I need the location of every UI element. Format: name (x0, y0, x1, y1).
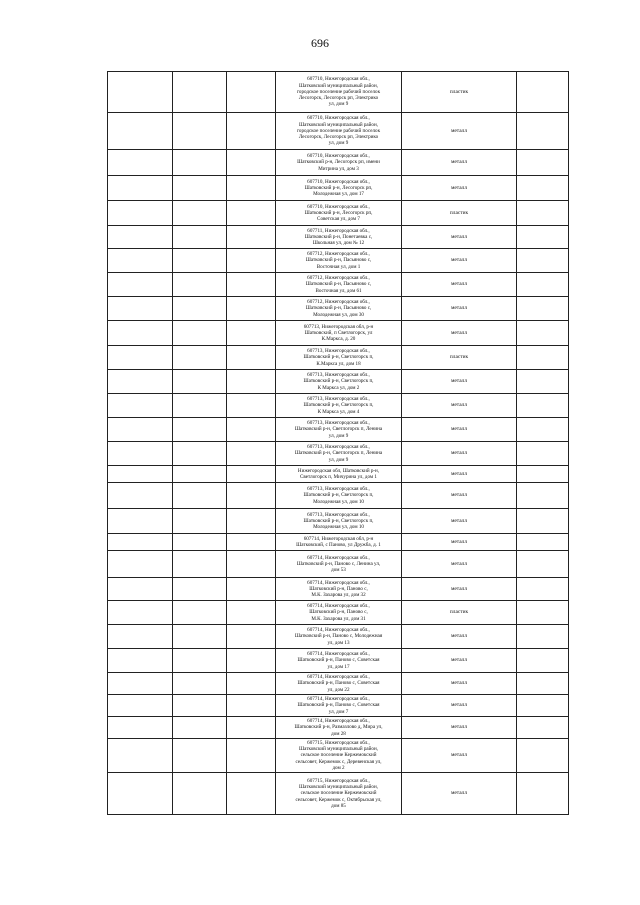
address-line: Шатковский р-н, Пасьяново с, (305, 281, 372, 288)
address-line: Лесогорск, Лесогорск рп, Электрико (298, 134, 379, 141)
empty-cell (227, 551, 276, 578)
address-line: 607714, Нижегородская обл., (307, 674, 370, 681)
address-line: городское поселение рабочий поселок (296, 88, 381, 95)
address-line: К.Маркса ул, дом 18 (316, 360, 361, 367)
material-cell: металл (402, 394, 517, 418)
address-line: дом 85 (331, 802, 346, 809)
empty-cell (108, 739, 173, 773)
empty-cell (227, 176, 276, 201)
empty-cell (227, 226, 276, 249)
table-row (108, 201, 569, 226)
material-cell: металл (402, 509, 517, 534)
table-row (108, 739, 569, 773)
material-cell: металл (402, 625, 517, 649)
material-cell: металл (402, 649, 517, 673)
empty-cell (108, 509, 173, 534)
address-line: ул, дом 22 (327, 686, 350, 693)
empty-cell (108, 226, 173, 249)
address-line: Советская ул, дом 7 (317, 216, 360, 223)
address-line: Шатковский р-н, Пасьяново с, (305, 305, 372, 312)
empty-cell (173, 150, 227, 176)
empty-cell (227, 673, 276, 695)
address-cell (276, 201, 402, 226)
empty-cell (227, 649, 276, 673)
address-cell (276, 370, 402, 394)
address-line: ул, дом 9 (328, 432, 349, 439)
address-line: 607710, Нижегородская обл., (307, 115, 370, 122)
empty-cell (517, 625, 569, 649)
table-row (108, 226, 569, 249)
table-row (108, 370, 569, 394)
empty-cell (173, 466, 227, 483)
material-cell: металл (402, 150, 517, 176)
table-row (108, 717, 569, 739)
address-cell (276, 249, 402, 273)
address-cell (276, 226, 402, 249)
material-cell: металл (402, 695, 517, 717)
material-cell: металл (402, 273, 517, 297)
address-line: Молодежная ул, дом 10 (313, 524, 364, 531)
empty-cell (108, 249, 173, 273)
empty-cell (173, 509, 227, 534)
table-row (108, 649, 569, 673)
empty-cell (227, 394, 276, 418)
empty-cell (108, 418, 173, 442)
empty-cell (108, 150, 173, 176)
material-cell: металл (402, 113, 517, 150)
table-row (108, 72, 569, 113)
empty-cell (108, 578, 173, 601)
address-line: ул, дом 13 (327, 639, 350, 646)
address-line: ул, дом 9 (328, 101, 349, 108)
empty-cell (108, 717, 173, 739)
table-row (108, 150, 569, 176)
empty-cell (173, 578, 227, 601)
empty-cell (227, 625, 276, 649)
material-cell: пластик (402, 201, 517, 226)
address-cell (276, 483, 402, 509)
address-line: Шатковский р-н, Лесогорск рп, (304, 184, 373, 191)
material-cell: металл (402, 578, 517, 601)
empty-cell (227, 534, 276, 551)
empty-cell (173, 176, 227, 201)
table-row (108, 695, 569, 717)
empty-cell (173, 346, 227, 370)
material-cell: металл (402, 773, 517, 815)
table-row (108, 509, 569, 534)
address-cell (276, 150, 402, 176)
address-line: дом 53 (331, 567, 346, 574)
empty-cell (108, 673, 173, 695)
empty-cell (517, 601, 569, 625)
address-line: 607713, Нижегородская обл., (307, 511, 370, 518)
empty-cell (227, 113, 276, 150)
page-number: 696 (311, 36, 329, 50)
empty-cell (517, 551, 569, 578)
address-cell (276, 297, 402, 321)
material-cell: металл (402, 739, 517, 773)
table-row (108, 534, 569, 551)
empty-cell (108, 176, 173, 201)
address-cell (276, 466, 402, 483)
address-line: Митрина ул, дом 3 (318, 165, 359, 172)
table-row (108, 176, 569, 201)
address-cell (276, 176, 402, 201)
material-cell: металл (402, 483, 517, 509)
empty-cell (227, 466, 276, 483)
empty-cell (108, 297, 173, 321)
empty-cell (173, 695, 227, 717)
container-sites-table (107, 71, 569, 815)
address-line: 607715, Нижегородская обл., (307, 777, 370, 784)
table-row (108, 578, 569, 601)
address-line: К Маркса ул, дом 2 (317, 384, 360, 391)
material-cell: металл (402, 321, 517, 346)
empty-cell (108, 695, 173, 717)
empty-cell (227, 442, 276, 466)
empty-cell (108, 72, 173, 113)
address-line: ул, дом 17 (327, 663, 350, 670)
address-line: 607714, Нижегородская обл., (307, 554, 370, 561)
address-line: 607713, Нижегородская обл., (307, 372, 370, 379)
address-line: 607710, Нижегородская обл., (307, 76, 370, 83)
empty-cell (173, 625, 227, 649)
address-line: Шатковский р-н, Светлогорск п, (303, 378, 374, 385)
empty-cell (227, 773, 276, 815)
empty-cell (173, 113, 227, 150)
address-cell (276, 113, 402, 150)
address-line: 607714, Нижегородская обл., (307, 603, 370, 610)
address-line: Шатковский р-н, Светлогорск п, Ленина (294, 450, 383, 457)
empty-cell (517, 483, 569, 509)
address-line: Молодежная ул, дом 17 (313, 191, 364, 198)
empty-cell (108, 346, 173, 370)
table-row (108, 483, 569, 509)
empty-cell (517, 673, 569, 695)
empty-cell (517, 394, 569, 418)
address-line: Шатковский р-н, Паново с, Молодежная (294, 633, 383, 640)
empty-cell (173, 601, 227, 625)
address-line: К Маркса ул, дом 4 (317, 408, 360, 415)
address-line: 607710, Нижегородская обл., (307, 153, 370, 160)
address-line: 607714, Нижегородская обл, р-н (303, 535, 374, 542)
empty-cell (517, 717, 569, 739)
address-cell (276, 695, 402, 717)
address-line: 607710, Нижегородская обл., (307, 203, 370, 210)
table-row (108, 113, 569, 150)
empty-cell (227, 346, 276, 370)
address-line: ул, дом 9 (328, 140, 349, 147)
empty-cell (227, 739, 276, 773)
address-cell (276, 673, 402, 695)
material-cell: металл (402, 226, 517, 249)
address-line: сельсовет, Кержемок с, Октябрьская ул, (295, 796, 382, 803)
material-cell: пластик (402, 601, 517, 625)
address-line: 607713, Нижегородская обл., (307, 444, 370, 451)
empty-cell (108, 649, 173, 673)
empty-cell (108, 394, 173, 418)
address-line: Шатковский муниципальный район, (299, 121, 378, 128)
address-line: М.К. Захарова ул, дом 31 (311, 615, 366, 622)
empty-cell (108, 483, 173, 509)
empty-cell (517, 201, 569, 226)
address-cell (276, 72, 402, 113)
address-line: Школьная ул, дом № 12 (312, 240, 365, 247)
empty-cell (227, 297, 276, 321)
address-line: 607715, Нижегородская обл., (307, 739, 370, 746)
empty-cell (173, 249, 227, 273)
table-row (108, 466, 569, 483)
empty-cell (173, 201, 227, 226)
empty-cell (108, 113, 173, 150)
address-line: 607714, Нижегородская обл., (307, 627, 370, 634)
address-line: Шатковский р-н, Размазлово д, Мира ул, (294, 724, 383, 731)
material-cell: металл (402, 673, 517, 695)
address-line: 607714, Нижегородская обл., (307, 696, 370, 703)
address-line: Шатковский р-н, Светлогорск п, Ленина (294, 426, 383, 433)
material-cell: металл (402, 442, 517, 466)
table-row (108, 297, 569, 321)
table-row (108, 321, 569, 346)
address-line: Шатковский р-н, Лесогорск рп, имени (297, 159, 380, 166)
empty-cell (173, 649, 227, 673)
empty-cell (108, 201, 173, 226)
address-line: Шатковский р-н, Паново с, Советская (297, 702, 380, 709)
empty-cell (517, 739, 569, 773)
address-line: Восточная ул, дом 1 (316, 263, 361, 270)
address-cell (276, 346, 402, 370)
material-cell: металл (402, 297, 517, 321)
empty-cell (108, 273, 173, 297)
empty-cell (517, 346, 569, 370)
empty-cell (517, 773, 569, 815)
address-line: Светлогорск п, Мичурина ул, дом 1 (300, 474, 377, 480)
material-cell: металл (402, 466, 517, 483)
empty-cell (227, 150, 276, 176)
empty-cell (173, 534, 227, 551)
address-line: 607713, Нижегородская обл., (307, 396, 370, 403)
empty-cell (108, 370, 173, 394)
address-line: Шатковский р-н, Светлогорск п, (303, 492, 374, 499)
address-line: Шатковский р-н, Паново с, Советская (297, 680, 380, 687)
empty-cell (108, 551, 173, 578)
empty-cell (108, 773, 173, 815)
address-line: Шатковский р-н, Паново с, Советская (297, 657, 380, 664)
empty-cell (173, 394, 227, 418)
empty-cell (517, 150, 569, 176)
empty-cell (517, 226, 569, 249)
address-line: Молодежная ул, дом 10 (313, 498, 364, 505)
empty-cell (173, 370, 227, 394)
empty-cell (108, 601, 173, 625)
address-line: 607714, Нижегородская обл., (307, 651, 370, 658)
address-line: Шатковский муниципальный район, (299, 746, 378, 753)
address-cell (276, 273, 402, 297)
material-cell: металл (402, 176, 517, 201)
address-line: дом 2 (332, 764, 345, 771)
address-line: Шатковский муниципальный район, (299, 784, 378, 791)
address-line: 607714, Нижегородская обл., (307, 579, 370, 586)
material-cell: пластик (402, 72, 517, 113)
empty-cell (173, 551, 227, 578)
empty-cell (227, 72, 276, 113)
empty-cell (173, 442, 227, 466)
material-cell: металл (402, 717, 517, 739)
empty-cell (173, 739, 227, 773)
table-row (108, 346, 569, 370)
address-line: 607714, Нижегородская обл., (307, 718, 370, 725)
address-line: Шатковский, п Светлогорск, ул (304, 329, 373, 336)
empty-cell (517, 466, 569, 483)
empty-cell (517, 113, 569, 150)
address-line: сельское поселение Кержемокский (300, 752, 377, 759)
empty-cell (173, 483, 227, 509)
address-line: Нижегородская обл, Шатковский р-н, (297, 467, 380, 474)
table-row (108, 442, 569, 466)
empty-cell (517, 509, 569, 534)
empty-cell (517, 695, 569, 717)
material-cell: металл (402, 418, 517, 442)
material-cell: металл (402, 534, 517, 551)
address-line: 607711, Нижегородская обл., (307, 227, 370, 234)
address-cell (276, 773, 402, 815)
material-cell: металл (402, 370, 517, 394)
empty-cell (227, 578, 276, 601)
empty-cell (517, 273, 569, 297)
address-cell (276, 509, 402, 534)
empty-cell (227, 370, 276, 394)
table-row (108, 249, 569, 273)
address-line: Шатковский р-н, Светлогорск п, (303, 402, 374, 409)
address-line: ул, дом 9 (328, 456, 349, 463)
empty-cell (517, 297, 569, 321)
address-line: Шатковский р-н, Светлогорск п, (303, 354, 374, 361)
address-cell (276, 551, 402, 578)
empty-cell (517, 370, 569, 394)
empty-cell (227, 717, 276, 739)
empty-cell (108, 534, 173, 551)
empty-cell (108, 442, 173, 466)
empty-cell (517, 578, 569, 601)
address-line: Шатковский р-н, Пасьяново с, (305, 257, 372, 264)
empty-cell (173, 321, 227, 346)
address-cell (276, 578, 402, 601)
empty-cell (173, 773, 227, 815)
empty-cell (227, 695, 276, 717)
table-row (108, 601, 569, 625)
address-line: сельсовет, Кержемок с, Деревенская ул, (295, 758, 382, 765)
address-line: М.К. Захарова ул, дом 32 (311, 592, 366, 599)
table-row (108, 625, 569, 649)
empty-cell (173, 673, 227, 695)
empty-cell (173, 273, 227, 297)
address-line: Шатковский, с Паново, ул Дружба, д. 1 (296, 542, 381, 548)
empty-cell (108, 321, 173, 346)
address-cell (276, 601, 402, 625)
material-cell: металл (402, 551, 517, 578)
empty-cell (227, 601, 276, 625)
empty-cell (517, 418, 569, 442)
address-line: Шатковский р-н, Паново с, Ленина ул, (296, 560, 381, 567)
empty-cell (173, 418, 227, 442)
address-line: Шатковский р-н, Светлогорск п, (303, 517, 374, 524)
address-line: 607712, Нижегородская обл., (307, 275, 370, 282)
empty-cell (227, 321, 276, 346)
address-line: ул, дом 7 (328, 708, 349, 715)
table-row (108, 551, 569, 578)
empty-cell (227, 418, 276, 442)
empty-cell (517, 176, 569, 201)
address-cell (276, 418, 402, 442)
empty-cell (517, 321, 569, 346)
empty-cell (173, 297, 227, 321)
table-row (108, 418, 569, 442)
address-line: 607713, Нижегородская обл., (307, 486, 370, 493)
address-line: 607710, Нижегородская обл., (307, 178, 370, 185)
address-line: К.Маркса, д. 20 (321, 336, 356, 343)
address-cell (276, 442, 402, 466)
address-line: Шатковский р-н, Лесогорск рп, (304, 209, 373, 216)
table-row (108, 394, 569, 418)
material-cell: металл (402, 249, 517, 273)
empty-cell (517, 249, 569, 273)
empty-cell (227, 273, 276, 297)
address-line: Шатковский муниципальный район, (299, 82, 378, 89)
address-line: 607713, Нижегородская обл, р-н (303, 323, 374, 330)
address-line: городское поселение рабочий поселок (296, 127, 381, 134)
empty-cell (227, 201, 276, 226)
table-row (108, 773, 569, 815)
address-line: 607712, Нижегородская обл., (307, 251, 370, 258)
address-line: Шатковский р-н, Паново с, (309, 585, 368, 592)
empty-cell (517, 72, 569, 113)
address-cell (276, 649, 402, 673)
empty-cell (517, 534, 569, 551)
address-line: 607713, Нижегородская обл., (307, 348, 370, 355)
address-line: Молодежная ул, дом 30 (313, 311, 364, 318)
empty-cell (517, 442, 569, 466)
empty-cell (173, 226, 227, 249)
address-line: Восточная ул, дом 61 (315, 287, 362, 294)
address-cell (276, 321, 402, 346)
address-cell (276, 534, 402, 551)
empty-cell (227, 483, 276, 509)
empty-cell (227, 249, 276, 273)
table-row (108, 673, 569, 695)
address-line: Шатковский р-н, Понетаевка с, (304, 233, 373, 240)
material-cell: пластик (402, 346, 517, 370)
empty-cell (173, 72, 227, 113)
empty-cell (227, 509, 276, 534)
address-line: сельское поселение Кержемокский (300, 790, 377, 797)
address-line: 607712, Нижегородская обл., (307, 299, 370, 306)
address-cell (276, 394, 402, 418)
empty-cell (108, 625, 173, 649)
address-line: 607713, Нижегородская обл., (307, 420, 370, 427)
empty-cell (173, 717, 227, 739)
empty-cell (108, 466, 173, 483)
address-cell (276, 717, 402, 739)
table-row (108, 273, 569, 297)
address-cell (276, 739, 402, 773)
address-line: Шатковский р-н, Паново с, (309, 609, 368, 616)
empty-cell (517, 649, 569, 673)
address-line: дом 28 (331, 730, 346, 737)
address-line: Лесогорск, Лесогорск рп, Электрико (298, 95, 379, 102)
address-cell (276, 625, 402, 649)
